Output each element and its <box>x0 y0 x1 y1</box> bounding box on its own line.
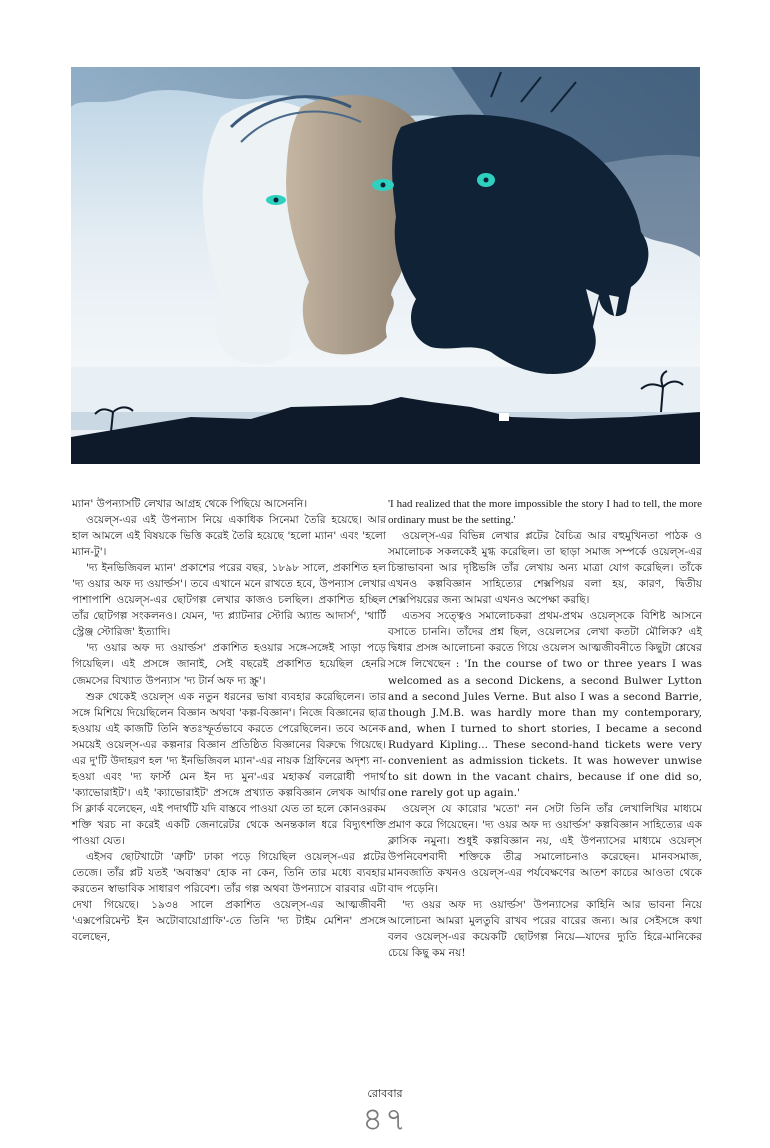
paragraph: এইসব ছোটখাটো 'ত্রুটি' ঢাকা পড়ে গিয়েছিল ওয়েল্‌স-এর প্লটের তেজে। তাঁর প্লট যতই 'অবাস্তব' হোক না কেন, তিনি তার মধ্যে ব্যবহার করতেন স্বাভাবিক সাধারণ পরিবেশ। তাঁর গল্প অথবা উপন্যাসে বারবার এটা দেখা গিয়েছে। ১৯৩৪ সালে প্রকাশিত ওয়েল্‌স-এর আত্মজীবনী 'এক্সপেরিমেন্ট ইন অটোবায়োগ্রাফি'-তে তিনি 'দ্য টাইম মেশিন' প্রসঙ্গে বলেছেন, <box>72 851 386 944</box>
article-illustration <box>71 67 700 464</box>
paragraph: ওয়েল্‌স-এর বিভিন্ন লেখার প্লটের বৈচিত্র আর বহুমুখিনতা পাঠক ও সমালোচক সকলকেই মুগ্ধ করেছিল। তা ছাড়া সমাজ সম্পর্কে ওয়েল্‌স-এর চিন্তাভাবনা আর দৃষ্টিভঙ্গি তাঁর লেখায় অন্য মাত্রা যোগ করেছিল। তাঁকে এখনও কল্পবিজ্ঞান সাহিত্যের শেক্সপিয়র বলা হয়, কারণ, দ্বিতীয় শেক্সপিয়রের জন্য আমরা এখনও অপেক্ষা করছি। <box>388 530 702 607</box>
paragraph: ম্যান' উপন্যাসটি লেখার আগ্রহ থেকে পিছিয়ে আসেননি। <box>72 498 308 510</box>
illustration-faces-and-beast-icon <box>71 67 700 464</box>
paragraph: 'দ্য ইনভিজিবল ম্যান' প্রকাশের পরের বছর, ১৮৯৮ সালে, প্রকাশিত হল 'দ্য ওয়ার অফ দ্য ওয়ার্ল্ডস'। তবে এখানে মনে রাখতে হবে, উপন্যাস লেখার পাশাপাশি ওয়েল্‌স-এর ছোটগল্প লেখার কাজও চলছিল। প্রকাশিত হচ্ছিল তাঁর ছোটগল্প সংকলনও। যেমন, 'দ্য প্ল্যাটনার স্টোরি অ্যান্ড আদার্স', 'থার্টি স্ট্রেঞ্জ স্টোরিজ' ইত্যাদি। <box>72 562 386 639</box>
magazine-name: রোববার <box>367 1087 403 1100</box>
pull-quote: 'I had realized that the more impossible the story I had to tell, the more ordinary must be the setting.' <box>388 498 702 527</box>
paragraph: 'দ্য ওয়র অফ দ্য ওয়ার্ল্ডস' উপন্যাসের কাহিনি আর ভাবনা নিয়ে আলোচনা আমরা মুলতুবি রাখব পরের বারের জন্য। আর সেইসঙ্গে কথা বলব ওয়েল্‌স-এর কয়েকটি ছোটগল্প নিয়ে—যাদের দ্যুতি হিরে-মানিকের চেয়ে কিছু কম নয়! <box>388 899 702 960</box>
paragraph: শুরু থেকেই ওয়েল্‌স এক নতুন ধরনের ভাষা ব্যবহার করেছিলেন। তার সঙ্গে মিশিয়ে দিয়েছিলেন বিজ্ঞান অথবা 'কল্প-বিজ্ঞান'। নিজে বিজ্ঞানের ছাত্র হওয়ায় এই কাজটি তিনি স্বতঃস্ফূর্তভাবে করতে পেরেছিলেন। তবে অনেক সময়েই ওয়েল্‌স-এর কল্পনার বিজ্ঞান প্রতিষ্ঠিত বিজ্ঞানের বিরুদ্ধে গিয়েছে। এর দু'টি উদাহরণ হল 'দ্য ইনভিজিবল ম্যান'-এর নায়ক গ্রিফিনের অদৃশ্য না-হওয়া এবং 'দ্য ফার্স্ট মেন ইন দ্য মুন'-এর মহাকর্ষ বলরোধী পদার্থ 'ক্যাভোরাইট'। এই 'ক্যাভোরাইট' প্রসঙ্গে প্রখ্যাত কল্পবিজ্ঞান লেখক আর্থার সি ক্লার্ক বলেছেন, এই পদার্থটি যদি বাস্তবে পাওয়া যেত তা হলে কোনওরকম শক্তি খরচ না করেই একটি জেনারেটর থেকে অনন্তকাল ধরে বিদ্যুৎশক্তি পাওয়া যেত। <box>72 690 386 847</box>
paragraph: 'দ্য ওয়ার অফ দ্য ওয়ার্ল্ডস' প্রকাশিত হওয়ার সঙ্গে-সঙ্গেই সাড়া পড়ে গিয়েছিল। এই প্রসঙ্গে জানাই, সেই বছরেই প্রকাশিত হয়েছিল হেনরি জেমসের বিখ্যাত উপন্যাস 'দ্য টার্ন অফ দ্য স্ক্রু'। <box>72 642 386 687</box>
page-number: ৪৭ <box>362 1100 408 1138</box>
left-text-column <box>72 496 386 945</box>
paragraph: ওয়েল্‌স যে কারোর 'মতো' নন সেটা তিনি তাঁর লেখালিখির মাধ্যমে প্রমাণ করে গিয়েছেন। 'দ্য ওয়র অফ দ্য ওয়ার্ল্ডস' কল্পবিজ্ঞান সাহিত্যের এক ক্লাসিক নমুনা। শুধুই কল্পবিজ্ঞান নয়, এই উপন্যাসের মাধ্যমে ওয়েল্‌স উপনিবেশবাদী শক্তিকে তীব্র সমালোচনাও করেছেন। মানবসমাজ, মানবজাতি কখনও ওয়েল্‌স-এর পর্যবেক্ষণের আতশ কাচের আওতা থেকে বাদ পড়েনি। <box>388 802 702 896</box>
paragraph: ওয়েল্‌স-এর এই উপন্যাস নিয়ে একাধিক সিনেমা তৈরি হয়েছে। আর হাল আমলে এই বিষয়কে ভিত্তি করেই তৈরি হয়েছে 'হলো ম্যান' এবং 'হলো ম্যান-টু'। <box>72 514 386 559</box>
right-text-column <box>388 496 702 961</box>
paragraph: এতসব সত্ত্বেও সমালোচকরা প্রথম-প্রথম ওয়েল্‌সকে বিশিষ্ট আসনে বসাতে চাননি। তাঁদের প্রশ্ন ছিল, ওয়েলসের লেখা কতটা মৌলিক? এই দ্বিধার প্রসঙ্গ আলোচনা করতে গিয়ে ওয়েলস আত্মজীবনীতে কিছুটা শ্লেষের সঙ্গে লিখেছেন : 'In the course of two or three years I was welcomed as a second Dickens, a second Bulwer Lytton and a second Jules Verne. But also I was a second Barrie, though J.M.B. was hardly more than my contemporary, and, when I turned to short stories, I became a second Rudyard Kipling... These second-hand tickets were very convenient as admission tickets. It was however unwise to sit down in the vacant chairs, because if one did so, one rarely got up again.' <box>388 610 702 799</box>
